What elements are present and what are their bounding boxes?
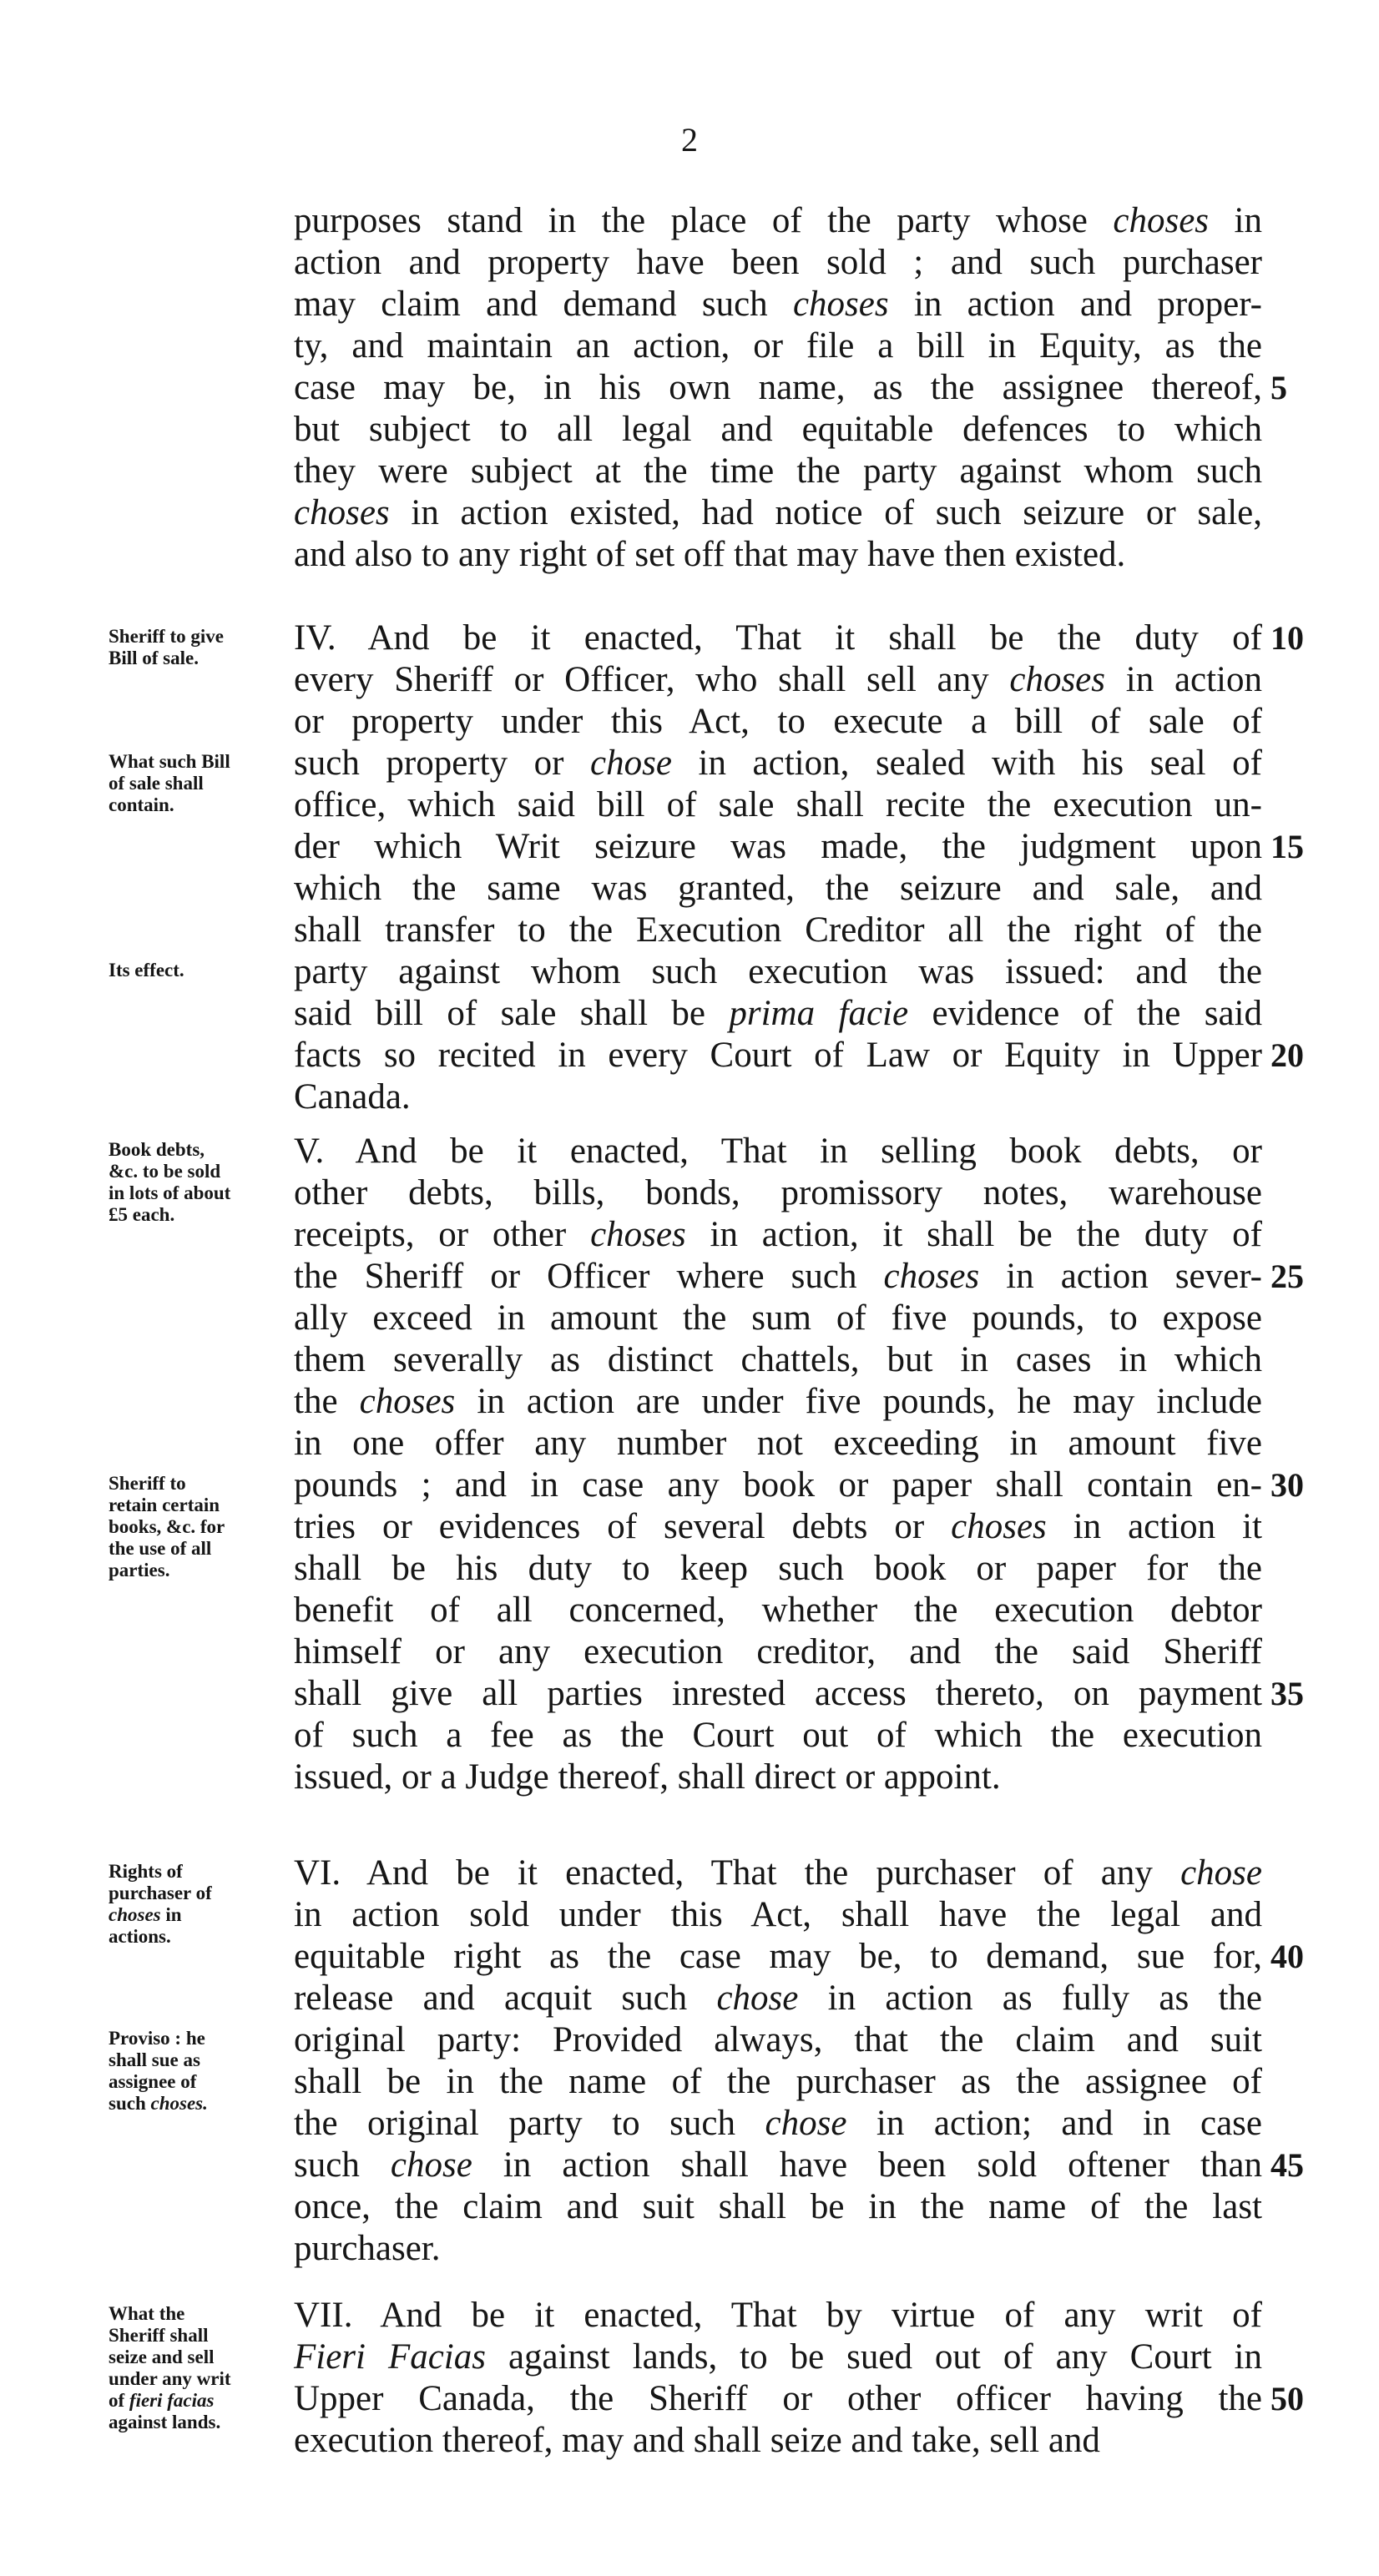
text-line	[294, 1894, 1262, 1936]
margin-note-line	[109, 1883, 292, 1904]
text-run: in action, sealed with his seal of	[671, 744, 1262, 783]
text-run: IV. And be it enacted, That it shall be the duty of	[294, 618, 1262, 658]
text-run: Rights of	[109, 1861, 183, 1882]
text-line	[294, 1131, 1262, 1172]
text-line	[294, 409, 1262, 451]
text-line	[294, 1715, 1262, 1757]
text-run: contain.	[109, 794, 174, 815]
text-run: &c. to be sold	[109, 1161, 221, 1182]
text-line	[294, 1298, 1262, 1339]
margin-note	[109, 626, 292, 669]
text-line	[294, 826, 1262, 868]
text-run: in action	[1105, 660, 1263, 699]
line-number: 40	[1270, 1938, 1304, 1975]
italic-text: prima facie	[729, 994, 909, 1033]
text-line	[294, 2019, 1262, 2061]
margin-note-line	[109, 2368, 292, 2390]
text-run: What the	[109, 2303, 185, 2324]
section-text	[294, 200, 1262, 576]
margin-note-line	[109, 1861, 292, 1883]
text-run: in action it	[1046, 1507, 1262, 1546]
text-run: parties.	[109, 1560, 170, 1580]
margin-note-line	[109, 2049, 292, 2071]
italic-text: choses	[883, 1257, 980, 1296]
line-number: 30	[1270, 1466, 1304, 1504]
italic-text: chose	[765, 2104, 847, 2143]
text-run: once, the claim and suit shall be in the name of the last	[294, 2187, 1262, 2226]
text-run: ty, and maintain an action, or file a bill in Equity, as the	[294, 326, 1262, 365]
text-run: issued, or a Judge thereof, shall direct or appoint.	[294, 1757, 1001, 1797]
margin-note-line	[109, 1139, 292, 1161]
text-line	[294, 1506, 1262, 1548]
text-run: VII. And be it enacted, That by virtue of any writ of	[294, 2296, 1262, 2335]
margin-note-line	[109, 794, 292, 816]
margin-note	[109, 1861, 292, 1948]
text-run: purchaser of	[109, 1883, 212, 1903]
text-run: the original party to such	[294, 2104, 765, 2143]
italic-text: Fieri Facias	[294, 2337, 486, 2377]
text-line	[294, 701, 1262, 743]
text-run: of such a fee as the Court out of which the execution	[294, 1716, 1262, 1755]
margin-note-line	[109, 1516, 292, 1538]
text-line	[294, 1076, 1262, 1118]
text-run: benefit of all concerned, whether the execution debtor	[294, 1590, 1262, 1630]
text-run: shall sue as	[109, 2049, 200, 2070]
italic-text: chose	[590, 744, 672, 783]
italic-text: choses	[590, 1215, 686, 1254]
text-run: shall be his duty to keep such book or paper for the	[294, 1549, 1262, 1588]
text-line	[294, 1214, 1262, 1256]
margin-note-line	[109, 1538, 292, 1560]
text-line	[294, 2186, 1262, 2228]
italic-text: choses	[109, 1904, 161, 1925]
text-run: VI. And be it enacted, That the purchaser of any	[294, 1853, 1181, 1893]
text-run: Book debts,	[109, 1139, 205, 1160]
text-run: under any writ	[109, 2368, 231, 2389]
margin-note-line	[109, 2093, 292, 2115]
text-run: such property or	[294, 744, 591, 783]
text-run: but subject to all legal and equitable defences to which	[294, 410, 1262, 449]
text-run: in action; and in case	[846, 2104, 1262, 2143]
margin-note	[109, 960, 292, 981]
text-run: in	[1209, 201, 1262, 240]
text-line	[294, 2337, 1262, 2378]
text-run: office, which said bill of sale shall recite the execution un-	[294, 785, 1262, 824]
text-line	[294, 1757, 1262, 1798]
italic-text: chose	[1180, 1853, 1262, 1893]
text-run: books, &c. for	[109, 1516, 225, 1537]
margin-note-line	[109, 1904, 292, 1926]
text-line	[294, 200, 1262, 242]
text-run: such	[109, 2093, 151, 2114]
text-run: in one offer any number not exceeding in amount five	[294, 1424, 1262, 1463]
text-run: the Sheriff or Officer where such	[294, 1257, 884, 1296]
margin-note-line	[109, 2412, 292, 2433]
text-line	[294, 618, 1262, 659]
text-line	[294, 2103, 1262, 2145]
text-run: original party: Provided always, that the claim and suit	[294, 2020, 1262, 2059]
text-run: action and property have been sold ; and such purchaser	[294, 243, 1262, 282]
line-number: 50	[1270, 2380, 1304, 2417]
italic-text: choses	[1009, 660, 1105, 699]
text-run: in action sold under this Act, shall have the legal and	[294, 1895, 1262, 1934]
text-line	[294, 1035, 1262, 1076]
text-line	[294, 910, 1262, 951]
text-run: facts so recited in every Court of Law or Equity in Upper	[294, 1036, 1262, 1075]
text-line	[294, 492, 1262, 534]
margin-note-line	[109, 1473, 292, 1495]
text-run: receipts, or other	[294, 1215, 591, 1254]
text-run: such	[294, 2145, 391, 2185]
margin-note-line	[109, 2071, 292, 2093]
text-line	[294, 451, 1262, 492]
italic-text: choses	[792, 285, 889, 324]
margin-note-line	[109, 2347, 292, 2368]
text-run: ally exceed in amount the sum of five pounds, to expose	[294, 1298, 1262, 1338]
text-run: in action existed, had notice of such seizure or sale,	[389, 493, 1262, 532]
text-run: purchaser.	[294, 2229, 441, 2268]
margin-note-line	[109, 773, 292, 794]
margin-note-line	[109, 2390, 292, 2412]
text-run: release and acquit such	[294, 1979, 717, 2018]
text-run: What such Bill	[109, 751, 230, 772]
text-run: them severally as distinct chattels, but in cases in which	[294, 1340, 1262, 1379]
text-run: the use of all	[109, 1538, 212, 1559]
text-run: the	[294, 1382, 360, 1421]
text-run: in action are under five pounds, he may include	[455, 1382, 1262, 1421]
margin-note-line	[109, 626, 292, 648]
margin-note-line	[109, 1560, 292, 1581]
margin-note-line	[109, 960, 292, 981]
text-run: equitable right as the case may be, to demand, sue for,	[294, 1937, 1262, 1976]
text-run: in	[160, 1904, 182, 1925]
text-run: assignee of	[109, 2071, 197, 2092]
text-line	[294, 1464, 1262, 1506]
text-line	[294, 367, 1262, 409]
section-text	[294, 1131, 1262, 1798]
line-number: 5	[1270, 369, 1287, 406]
text-run: tries or evidences of several debts or	[294, 1507, 952, 1546]
text-run: they were subject at the time the party against whom such	[294, 451, 1262, 491]
text-run: Sheriff shall	[109, 2325, 209, 2346]
text-line	[294, 325, 1262, 367]
text-line	[294, 534, 1262, 576]
italic-text: choses	[359, 1382, 456, 1421]
text-run: shall be in the name of the purchaser as the assignee of	[294, 2062, 1262, 2101]
line-number: 10	[1270, 619, 1304, 657]
margin-note-line	[109, 2325, 292, 2347]
text-line	[294, 868, 1262, 910]
text-run: of sale shall	[109, 773, 204, 794]
margin-note	[109, 751, 292, 816]
text-line	[294, 1381, 1262, 1423]
text-run: actions.	[109, 1926, 171, 1947]
text-run: in lots of about	[109, 1182, 231, 1203]
text-run: in action sever-	[979, 1257, 1262, 1296]
italic-text: chose	[716, 1979, 799, 2018]
text-run: evidence of the said	[908, 994, 1262, 1033]
text-run: seize and sell	[109, 2347, 215, 2367]
text-line	[294, 2378, 1262, 2420]
text-line	[294, 1548, 1262, 1590]
margin-note-line	[109, 751, 292, 773]
line-number: 45	[1270, 2146, 1304, 2184]
text-line	[294, 2145, 1262, 2186]
text-line	[294, 1172, 1262, 1214]
text-run: £5 each.	[109, 1204, 175, 1225]
text-run: in action and proper-	[888, 285, 1262, 324]
text-run: execution thereof, may and shall seize and take, sell and	[294, 2421, 1100, 2460]
italic-text: choses	[1113, 201, 1210, 240]
italic-text: choses	[294, 493, 390, 532]
line-number: 35	[1270, 1675, 1304, 1712]
text-line	[294, 1590, 1262, 1631]
text-run: which the same was granted, the seizure and sale, and	[294, 869, 1262, 908]
text-run: Sheriff to give	[109, 626, 224, 647]
margin-note-line	[109, 2303, 292, 2325]
text-run: said bill of sale shall be	[294, 994, 730, 1033]
margin-note-line	[109, 1926, 292, 1948]
margin-note-line	[109, 1204, 292, 1226]
text-run: Proviso : he	[109, 2028, 205, 2049]
text-run: purposes stand in the place of the party whose	[294, 201, 1114, 240]
text-line	[294, 1673, 1262, 1715]
text-run: pounds ; and in case any book or paper shall contain en-	[294, 1465, 1262, 1505]
text-run: Its effect.	[109, 960, 184, 980]
italic-text: fieri facias	[129, 2390, 215, 2411]
text-line	[294, 1853, 1262, 1894]
margin-note	[109, 1139, 292, 1226]
text-line	[294, 659, 1262, 701]
text-run: party against whom such execution was issued: and the	[294, 952, 1262, 991]
margin-note-line	[109, 648, 292, 669]
page-number: 2	[681, 121, 698, 159]
text-run: in action as fully as the	[798, 1979, 1262, 2018]
text-run: of	[109, 2390, 129, 2411]
text-run: in action shall have been sold oftener than	[472, 2145, 1262, 2185]
text-run: against lands.	[109, 2412, 221, 2432]
text-line	[294, 951, 1262, 993]
text-line	[294, 284, 1262, 325]
italic-text: choses.	[150, 2093, 208, 2114]
margin-note-line	[109, 1495, 292, 1516]
margin-note	[109, 2303, 292, 2433]
text-line	[294, 1339, 1262, 1381]
italic-text: chose	[390, 2145, 472, 2185]
margin-note	[109, 1473, 292, 1581]
text-line	[294, 1423, 1262, 1464]
text-run: der which Writ seizure was made, the judgment upon	[294, 827, 1262, 866]
text-line	[294, 1936, 1262, 1978]
text-line	[294, 1631, 1262, 1673]
text-run: retain certain	[109, 1495, 220, 1515]
text-line	[294, 993, 1262, 1035]
margin-note	[109, 2028, 292, 2115]
text-run: Canada.	[294, 1077, 411, 1117]
text-run: or property under this Act, to execute a bill of sale of	[294, 702, 1262, 741]
text-run: shall transfer to the Execution Creditor all the right of the	[294, 910, 1262, 950]
line-number: 15	[1270, 828, 1304, 865]
text-run: against lands, to be sued out of any Court in	[485, 2337, 1262, 2377]
text-line	[294, 2295, 1262, 2337]
section-text	[294, 2295, 1262, 2462]
text-run: in action, it shall be the duty of	[685, 1215, 1262, 1254]
text-run: other debts, bills, bonds, promissory notes, warehouse	[294, 1173, 1262, 1212]
text-line	[294, 2420, 1262, 2462]
text-line	[294, 1256, 1262, 1298]
text-run: Bill of sale.	[109, 648, 199, 668]
text-run: and also to any right of set off that may have then existed.	[294, 535, 1126, 574]
section-text	[294, 1853, 1262, 2270]
text-run: may claim and demand such	[294, 285, 793, 324]
text-line	[294, 784, 1262, 826]
text-run: V. And be it enacted, That in selling book debts, or	[294, 1132, 1262, 1171]
margin-note-line	[109, 1161, 292, 1182]
text-run: every Sheriff or Officer, who shall sell any	[294, 660, 1010, 699]
italic-text: choses	[951, 1507, 1047, 1546]
text-run: Sheriff to	[109, 1473, 186, 1494]
text-run: case may be, in his own name, as the assignee thereof,	[294, 368, 1262, 407]
text-run: Upper Canada, the Sheriff or other officer having the	[294, 2379, 1262, 2418]
text-run: himself or any execution creditor, and the said Sheriff	[294, 1632, 1262, 1671]
margin-note-line	[109, 1182, 292, 1204]
text-line	[294, 743, 1262, 784]
text-run: shall give all parties inrested access thereto, on payment	[294, 1674, 1262, 1713]
section-text	[294, 618, 1262, 1118]
text-line	[294, 1978, 1262, 2019]
text-line	[294, 2061, 1262, 2103]
text-line	[294, 2228, 1262, 2270]
line-number: 20	[1270, 1036, 1304, 1074]
margin-note-line	[109, 2028, 292, 2049]
line-number: 25	[1270, 1258, 1304, 1295]
text-line	[294, 242, 1262, 284]
